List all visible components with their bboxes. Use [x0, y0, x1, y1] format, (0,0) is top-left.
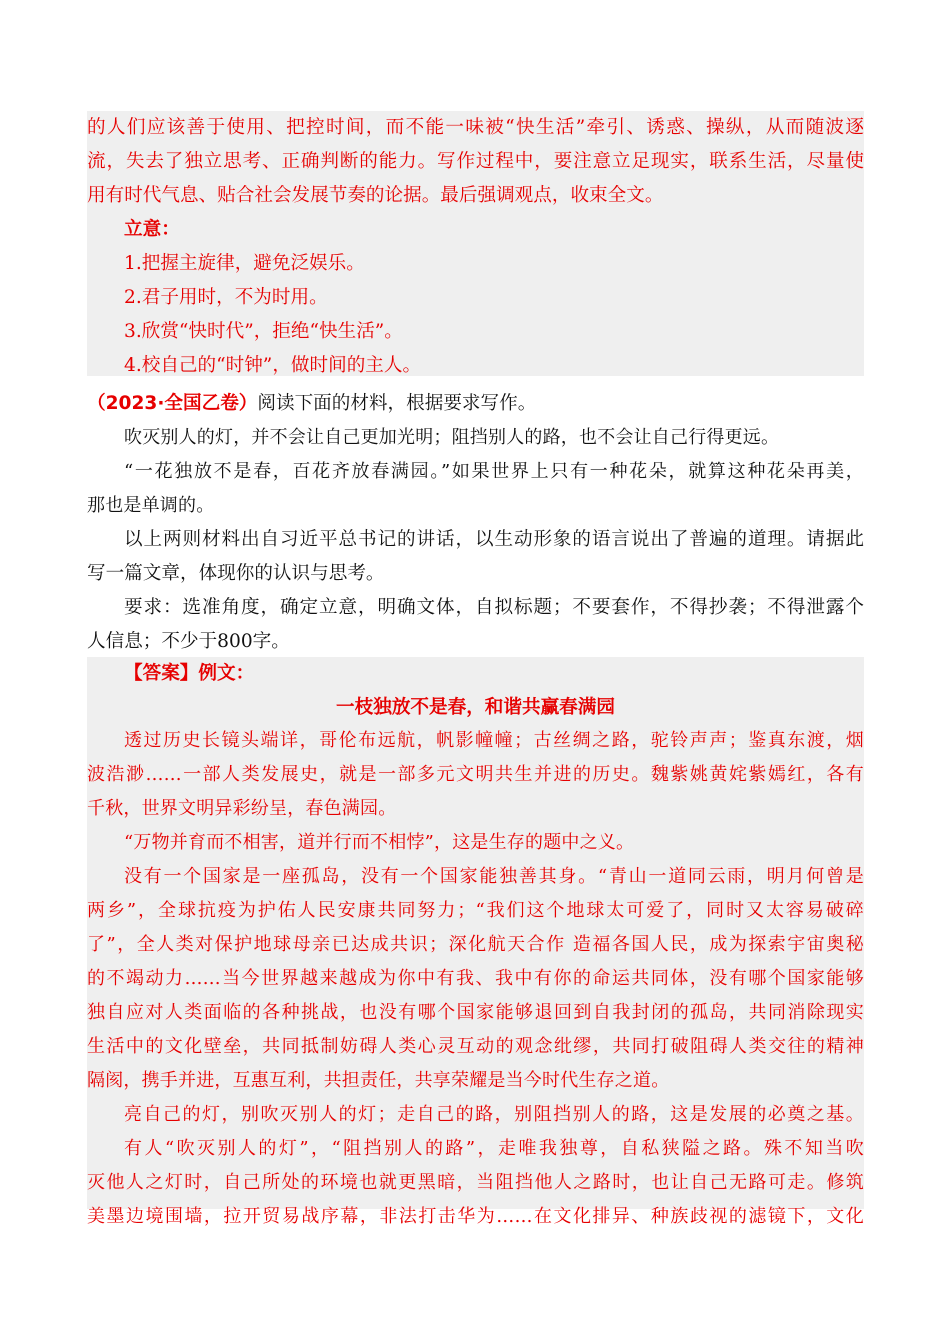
- material-line: 吹灭别人的灯，并不会让自己更加光明；阻挡别人的路，也不会让自己行得更远。: [124, 427, 780, 448]
- liyi-item: 3.欣赏“快时代”，拒绝“快生活”。: [124, 321, 403, 342]
- liyi-item: 4.校自己的“时钟”，做时间的主人。: [124, 355, 422, 376]
- requirement-line: 要求：选准角度，确定立意，明确文体，自拟标题；不要套作，不得抄袭；不得泄露个: [124, 597, 864, 618]
- liyi-item: 1.把握主旋律，避免泛娱乐。: [124, 253, 365, 274]
- essay-line: 透过历史长镜头端详，哥伦布远航，帆影幢幢；古丝绸之路，驼铃声声；鉴真东渡，烟: [124, 730, 864, 751]
- essay-line: 有人“吹灭别人的灯”，“阻挡别人的路”，走唯我独尊，自私狭隘之路。殊不知当吹: [124, 1138, 864, 1159]
- essay-line: 独自应对人类面临的各种挑战，也没有哪个国家能够退回到自我封闭的孤岛，共同消除现实: [87, 1002, 864, 1023]
- essay-line: 两乡”，全球抗疫为护佑人民安康共同努力；“我们这个地球太可爱了，同时又太容易破碎: [87, 900, 864, 921]
- essay-line: 没有一个国家是一座孤岛，没有一个国家能独善其身。“青山一道同云雨，明月何曾是: [124, 866, 864, 887]
- answer-block: [87, 657, 864, 1227]
- analysis-line: 的人们应该善于使用、把控时间，而不能一味被“快生活”牵引、诱惑、操纵，从而随波逐: [87, 117, 864, 138]
- essay-line: 美墨边境围墙，拉开贸易战序幕，非法打击华为……在文化排异、种族歧视的滤镜下，文化: [87, 1206, 864, 1227]
- answer-label: 【答案】例文：: [124, 663, 255, 684]
- analysis-line: 用有时代气息、贴合社会发展节奏的论据。最后强调观点，收束全文。: [87, 185, 664, 206]
- prompt-line: 写一篇文章，体现你的认识与思考。: [87, 563, 385, 584]
- source-tag: （2023·全国乙卷）: [87, 393, 258, 414]
- liyi-label: 立意：: [124, 219, 180, 240]
- question-header: [87, 387, 864, 421]
- material-line: “一花独放不是春，百花齐放春满园。”如果世界上只有一种花朵，就算这种花朵再美，: [124, 461, 864, 482]
- essay-line: 隔阂，携手并进，互惠互利，共担责任，共享荣耀是当今时代生存之道。: [87, 1070, 670, 1091]
- material-line: 那也是单调的。: [87, 495, 215, 516]
- question-intro: 阅读下面的材料，根据要求写作。: [257, 393, 537, 414]
- analysis-block: [87, 111, 864, 376]
- essay-line: 的不竭动力……当今世界越来越成为你中有我、我中有你的命运共同体，没有哪个国家能够: [87, 968, 864, 989]
- liyi-item: 2.君子用时，不为时用。: [124, 287, 328, 308]
- essay-line: 亮自己的灯，别吹灭别人的灯；走自己的路，别阻挡别人的路，这是发展的必奠之基。: [124, 1104, 864, 1125]
- essay-line: 了”，全人类对保护地球母亲已达成共识；深化航天合作 造福各国人民，成为探索宇宙奥秘: [87, 934, 864, 955]
- essay-line: 波浩渺……一部人类发展史，就是一部多元文明共生并进的历史。魏紫姚黄姹紫嫣红，各有: [87, 764, 864, 785]
- analysis-line: 流，失去了独立思考、正确判断的能力。写作过程中，要注意立足现实，联系生活，尽量使: [87, 151, 864, 172]
- essay-line: “万物并育而不相害，道并行而不相悖”，这是生存的题中之义。: [124, 832, 635, 853]
- essay-line: 生活中的文化壁垒，共同抵制妨碍人类心灵互动的观念纰缪，共同打破阻碍人类交往的精神: [87, 1036, 864, 1057]
- prompt-line: 以上两则材料出自习近平总书记的讲话，以生动形象的语言说出了普遍的道理。请据此: [124, 529, 864, 550]
- requirement-line: 人信息；不少于800字。: [87, 631, 290, 652]
- question-block: [87, 387, 864, 659]
- essay-line: 千秋，世界文明异彩纷呈，春色满园。: [87, 798, 397, 819]
- essay-line: 灭他人之灯时，自己所处的环境也就更黑暗，当阻挡他人之路时，也让自己无路可走。修筑: [87, 1172, 864, 1193]
- essay-title: 一枝独放不是春，和谐共赢春满园: [336, 697, 615, 718]
